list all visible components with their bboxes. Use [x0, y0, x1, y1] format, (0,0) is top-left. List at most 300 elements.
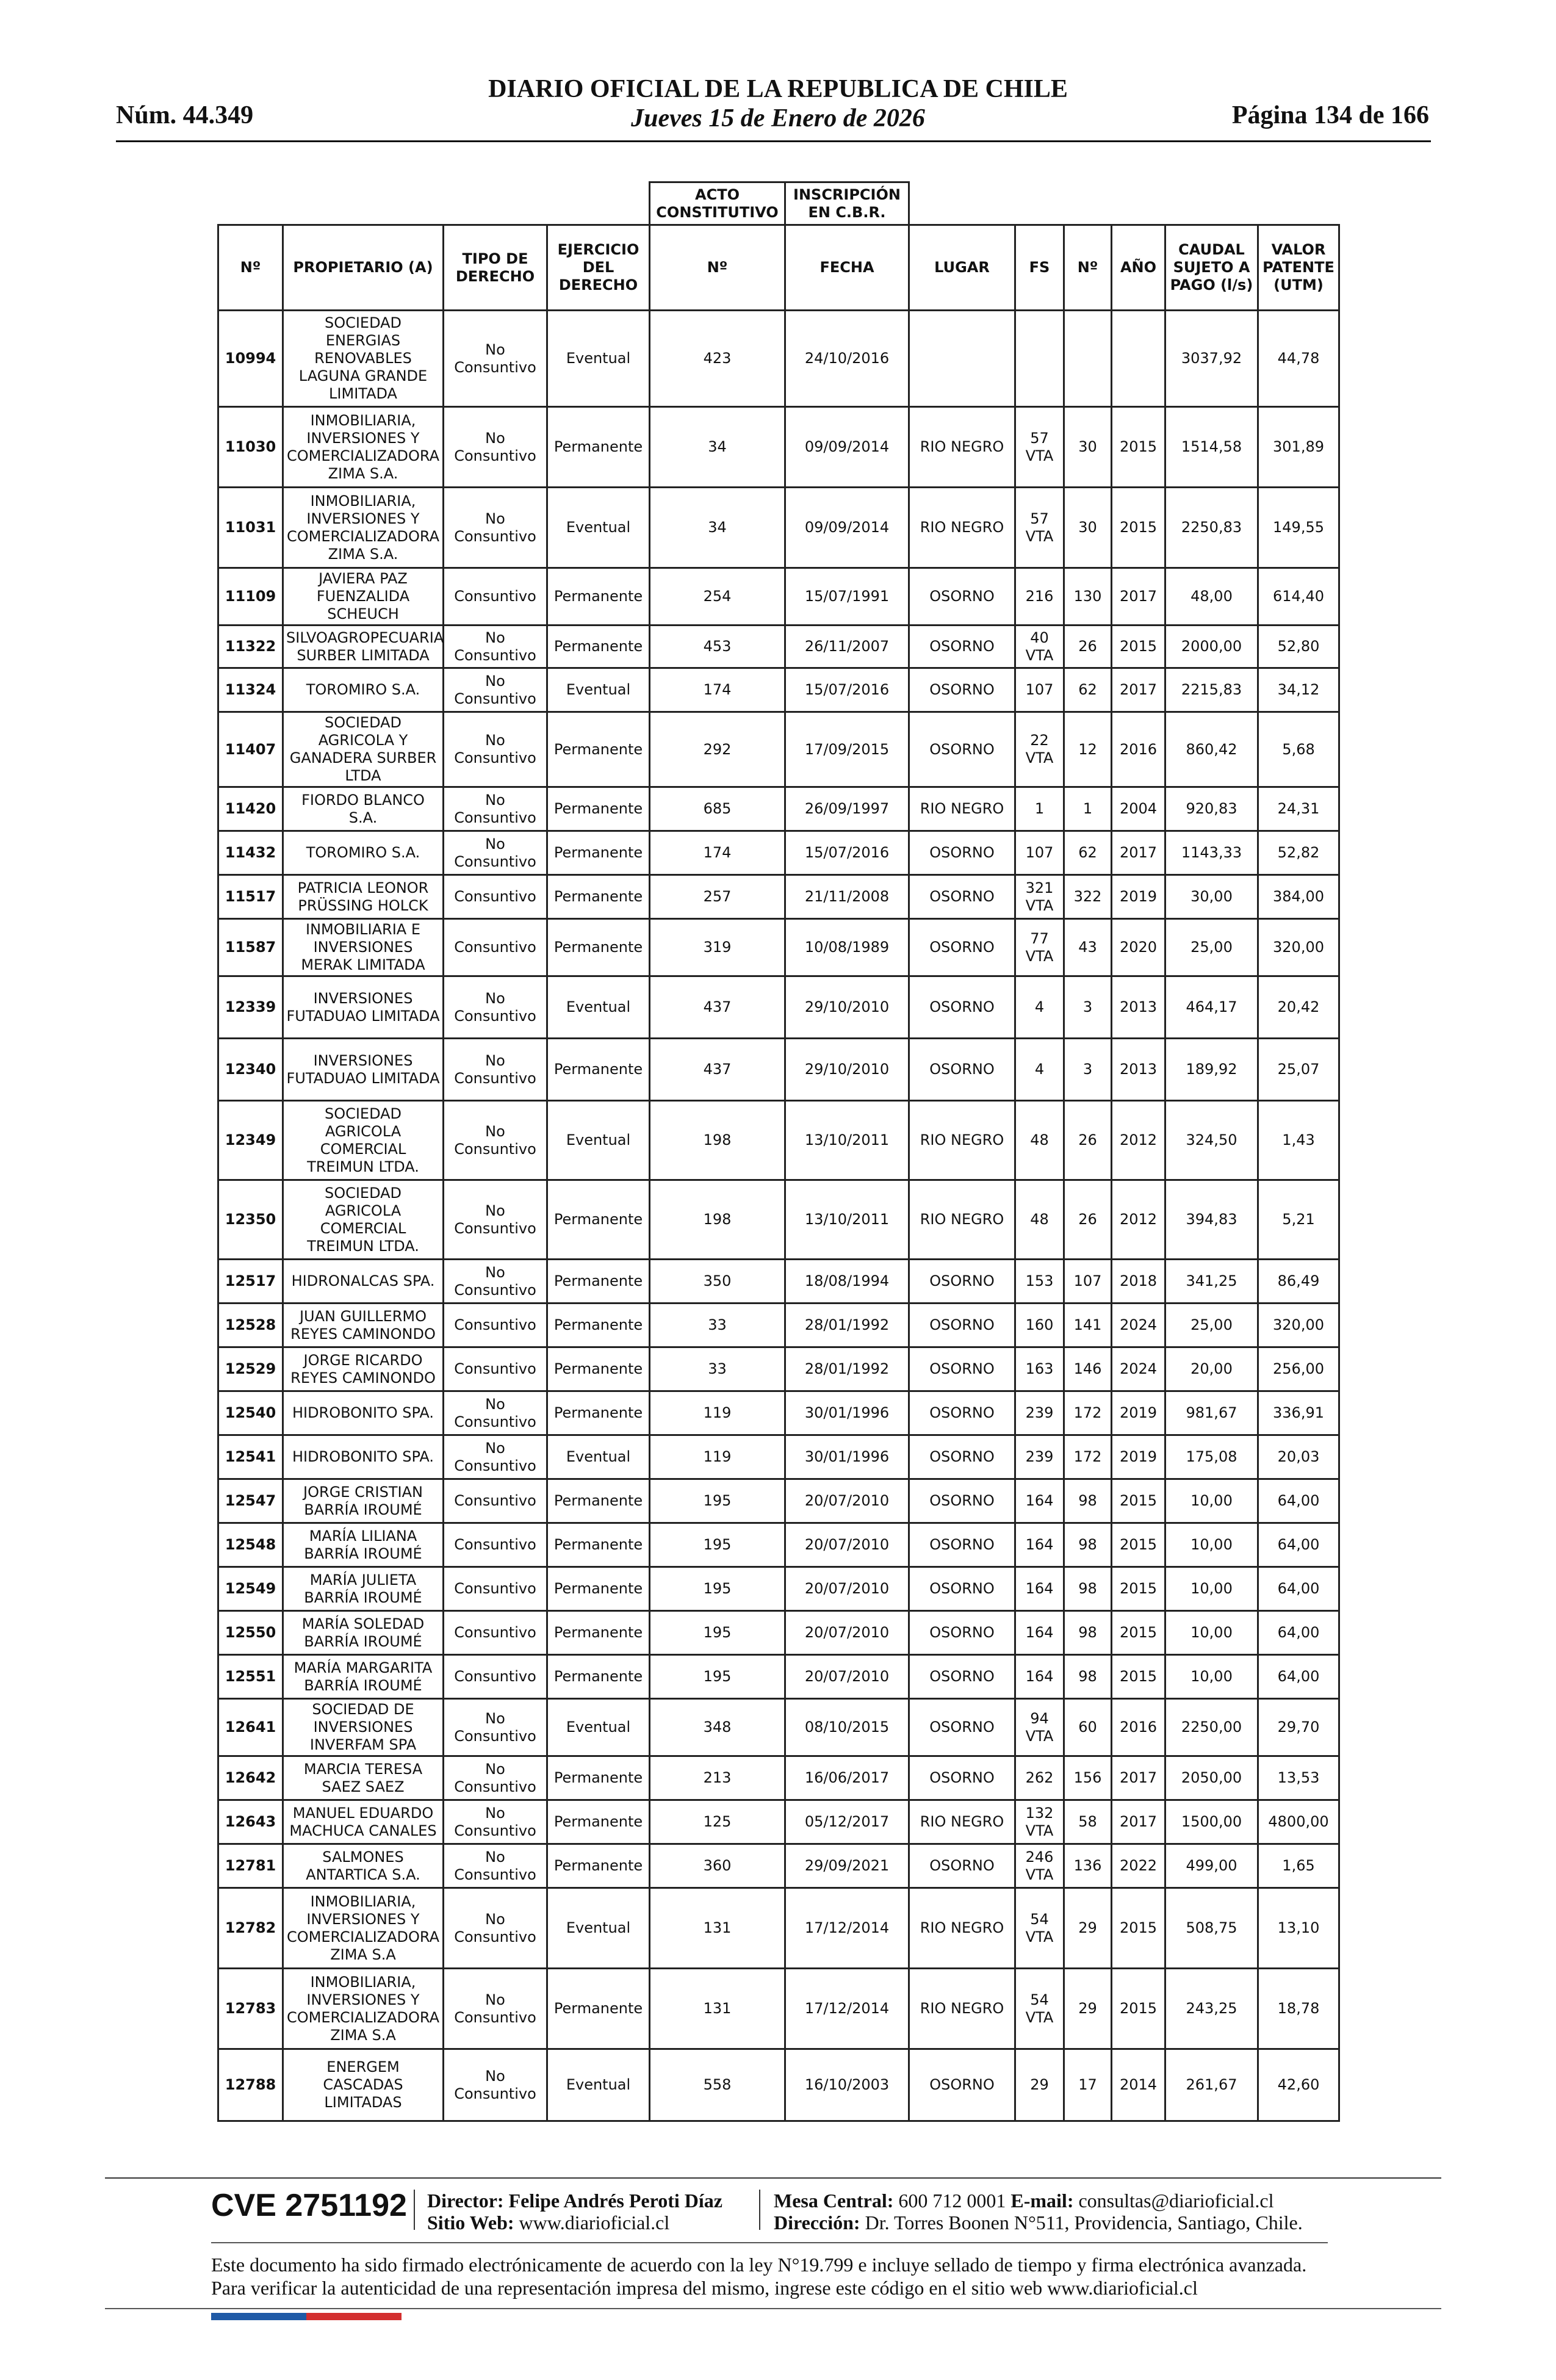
row-numero: 12547	[218, 1479, 283, 1523]
row-valor-patente: 614,40	[1258, 568, 1339, 626]
row-lugar: RIO NEGRO	[909, 1180, 1015, 1260]
row-propietario: MANUEL EDUARDO MACHUCA CANALES	[283, 1800, 444, 1844]
row-lugar: OSORNO	[909, 1391, 1015, 1435]
row-numero: 12517	[218, 1260, 283, 1304]
row-valor-patente: 44,78	[1258, 311, 1339, 407]
row-tipo-derecho: No Consuntivo	[444, 488, 547, 568]
water-rights-table	[217, 181, 1340, 2122]
row-tipo-derecho: Consuntivo	[444, 1655, 547, 1699]
row-acto-numero: 319	[650, 919, 785, 976]
row-tipo-derecho: No Consuntivo	[444, 1260, 547, 1304]
row-valor-patente: 13,10	[1258, 1888, 1339, 1969]
row-fecha: 20/07/2010	[785, 1611, 909, 1655]
row-propietario: TOROMIRO S.A.	[283, 668, 444, 712]
row-anio: 2015	[1112, 626, 1165, 668]
row-ejercicio: Permanente	[547, 1567, 650, 1611]
row-numero: 12528	[218, 1304, 283, 1347]
table-row	[218, 668, 1339, 712]
row-tipo-derecho: Consuntivo	[444, 1567, 547, 1611]
row-caudal: 30,00	[1165, 875, 1258, 919]
row-tipo-derecho: No Consuntivo	[444, 1800, 547, 1844]
row-anio: 2017	[1112, 1756, 1165, 1800]
row-inscripcion-numero: 29	[1064, 1888, 1112, 1969]
page-number: Página 134 de 166	[1231, 101, 1429, 129]
row-numero: 11030	[218, 407, 283, 488]
row-ejercicio: Permanente	[547, 568, 650, 626]
col-lugar: LUGAR	[909, 225, 1015, 311]
row-fecha: 28/01/1992	[785, 1304, 909, 1347]
row-caudal: 1143,33	[1165, 831, 1258, 875]
table-body	[218, 311, 1339, 2121]
email-link[interactable]: consultas@diarioficial.cl	[1078, 2190, 1274, 2212]
row-propietario: HIDRONALCAS SPA.	[283, 1260, 444, 1304]
row-caudal: 2250,00	[1165, 1699, 1258, 1756]
row-tipo-derecho: No Consuntivo	[444, 831, 547, 875]
row-valor-patente: 5,21	[1258, 1180, 1339, 1260]
row-fs: 40 VTA	[1015, 626, 1064, 668]
row-numero: 12641	[218, 1699, 283, 1756]
publication-date: Jueves 15 de Enero de 2026	[631, 104, 925, 132]
row-inscripcion-numero: 141	[1064, 1304, 1112, 1347]
row-ejercicio: Permanente	[547, 1260, 650, 1304]
row-numero: 12781	[218, 1844, 283, 1888]
row-inscripcion-numero: 26	[1064, 626, 1112, 668]
row-anio: 2017	[1112, 1800, 1165, 1844]
row-ejercicio: Permanente	[547, 875, 650, 919]
director-name: Felipe Andrés Peroti Díaz	[508, 2190, 722, 2212]
row-ejercicio: Permanente	[547, 831, 650, 875]
header-spacer	[909, 182, 1339, 225]
row-tipo-derecho: No Consuntivo	[444, 1969, 547, 2049]
row-caudal: 499,00	[1165, 1844, 1258, 1888]
row-anio: 2015	[1112, 488, 1165, 568]
col-anio: AÑO	[1112, 225, 1165, 311]
table-row	[218, 1523, 1339, 1567]
row-fecha: 20/07/2010	[785, 1523, 909, 1567]
row-numero: 12350	[218, 1180, 283, 1260]
mesa-label: Mesa Central:	[774, 2190, 894, 2212]
row-caudal: 394,83	[1165, 1180, 1258, 1260]
row-inscripcion-numero: 29	[1064, 1969, 1112, 2049]
row-numero: 12541	[218, 1435, 283, 1479]
row-valor-patente: 64,00	[1258, 1611, 1339, 1655]
row-lugar: OSORNO	[909, 626, 1015, 668]
table-row	[218, 831, 1339, 875]
row-ejercicio: Permanente	[547, 1479, 650, 1523]
mesa-phone: 600 712 0001	[898, 2190, 1006, 2212]
publication-title: DIARIO OFICIAL DE LA REPUBLICA DE CHILE	[488, 75, 1068, 103]
row-ejercicio: Permanente	[547, 1523, 650, 1567]
footer-separator	[759, 2190, 760, 2230]
row-caudal: 2215,83	[1165, 668, 1258, 712]
row-caudal: 20,00	[1165, 1347, 1258, 1391]
row-acto-numero: 33	[650, 1304, 785, 1347]
row-caudal: 508,75	[1165, 1888, 1258, 1969]
row-caudal: 1500,00	[1165, 1800, 1258, 1844]
row-acto-numero: 423	[650, 311, 785, 407]
row-fecha: 09/09/2014	[785, 488, 909, 568]
row-caudal: 25,00	[1165, 1304, 1258, 1347]
row-ejercicio: Eventual	[547, 311, 650, 407]
row-ejercicio: Permanente	[547, 1347, 650, 1391]
row-numero: 12782	[218, 1888, 283, 1969]
row-anio: 2015	[1112, 1523, 1165, 1567]
row-propietario: HIDROBONITO SPA.	[283, 1391, 444, 1435]
row-valor-patente: 5,68	[1258, 712, 1339, 787]
row-tipo-derecho: Consuntivo	[444, 568, 547, 626]
row-propietario: ENERGEM CASCADAS LIMITADAS	[283, 2049, 444, 2121]
row-inscripcion-numero: 107	[1064, 1260, 1112, 1304]
row-caudal: 10,00	[1165, 1479, 1258, 1523]
row-valor-patente: 24,31	[1258, 787, 1339, 831]
row-anio: 2017	[1112, 831, 1165, 875]
table-row	[218, 712, 1339, 787]
row-fecha: 13/10/2011	[785, 1180, 909, 1260]
cve-code: CVE 2751192	[211, 2188, 407, 2223]
row-numero: 12551	[218, 1655, 283, 1699]
row-tipo-derecho: Consuntivo	[444, 1611, 547, 1655]
row-tipo-derecho: No Consuntivo	[444, 1101, 547, 1180]
row-acto-numero: 174	[650, 831, 785, 875]
row-lugar: OSORNO	[909, 1655, 1015, 1699]
row-caudal: 2250,83	[1165, 488, 1258, 568]
row-tipo-derecho: Consuntivo	[444, 919, 547, 976]
row-fecha: 08/10/2015	[785, 1699, 909, 1756]
row-inscripcion-numero: 62	[1064, 668, 1112, 712]
row-fs: 22 VTA	[1015, 712, 1064, 787]
row-anio: 2016	[1112, 1699, 1165, 1756]
col-caudal: CAUDAL SUJETO A PAGO (l/s)	[1165, 225, 1258, 311]
group-inscripcion-cbr: INSCRIPCIÓN EN C.B.R.	[785, 182, 909, 225]
row-propietario: MARÍA SOLEDAD BARRÍA IROUMÉ	[283, 1611, 444, 1655]
row-propietario: JORGE CRISTIAN BARRÍA IROUMÉ	[283, 1479, 444, 1523]
row-lugar	[909, 311, 1015, 407]
row-fs: 239	[1015, 1435, 1064, 1479]
row-ejercicio: Eventual	[547, 976, 650, 1039]
row-fs: 153	[1015, 1260, 1064, 1304]
row-tipo-derecho: No Consuntivo	[444, 1435, 547, 1479]
row-anio: 2016	[1112, 712, 1165, 787]
row-acto-numero: 213	[650, 1756, 785, 1800]
row-anio: 2015	[1112, 407, 1165, 488]
row-acto-numero: 685	[650, 787, 785, 831]
row-inscripcion-numero: 98	[1064, 1611, 1112, 1655]
row-tipo-derecho: No Consuntivo	[444, 1844, 547, 1888]
row-valor-patente: 320,00	[1258, 1304, 1339, 1347]
direccion-value: Dr. Torres Boonen N°511, Providencia, Santiago, Chile.	[865, 2212, 1303, 2234]
row-inscripcion-numero: 98	[1064, 1567, 1112, 1611]
table-row	[218, 1888, 1339, 1969]
row-acto-numero: 437	[650, 976, 785, 1039]
table-row	[218, 1347, 1339, 1391]
row-lugar: OSORNO	[909, 831, 1015, 875]
row-inscripcion-numero: 60	[1064, 1699, 1112, 1756]
row-fecha: 20/07/2010	[785, 1479, 909, 1523]
col-valor-patente: VALOR PATENTE (UTM)	[1258, 225, 1339, 311]
row-fecha: 05/12/2017	[785, 1800, 909, 1844]
row-tipo-derecho: No Consuntivo	[444, 668, 547, 712]
row-ejercicio: Eventual	[547, 488, 650, 568]
row-fecha: 17/09/2015	[785, 712, 909, 787]
row-tipo-derecho: Consuntivo	[444, 875, 547, 919]
row-tipo-derecho: No Consuntivo	[444, 1039, 547, 1101]
row-inscripcion-numero: 322	[1064, 875, 1112, 919]
table-row	[218, 1969, 1339, 2049]
row-fs: 216	[1015, 568, 1064, 626]
row-caudal: 10,00	[1165, 1611, 1258, 1655]
row-fs: 164	[1015, 1567, 1064, 1611]
row-tipo-derecho: No Consuntivo	[444, 626, 547, 668]
row-caudal: 261,67	[1165, 2049, 1258, 2121]
row-fecha: 29/10/2010	[785, 1039, 909, 1101]
web-label: Sitio Web:	[427, 2212, 514, 2234]
row-anio: 2015	[1112, 1567, 1165, 1611]
row-propietario: SOCIEDAD AGRICOLA COMERCIAL TREIMUN LTDA.	[283, 1180, 444, 1260]
row-valor-patente: 149,55	[1258, 488, 1339, 568]
row-inscripcion-numero: 98	[1064, 1655, 1112, 1699]
row-caudal: 1514,58	[1165, 407, 1258, 488]
row-ejercicio: Permanente	[547, 1304, 650, 1347]
row-inscripcion-numero	[1064, 311, 1112, 407]
row-fecha: 15/07/1991	[785, 568, 909, 626]
row-numero: 11517	[218, 875, 283, 919]
row-propietario: JAVIERA PAZ FUENZALIDA SCHEUCH	[283, 568, 444, 626]
row-numero: 12349	[218, 1101, 283, 1180]
row-valor-patente: 29,70	[1258, 1699, 1339, 1756]
row-fs: 239	[1015, 1391, 1064, 1435]
row-fs: 321 VTA	[1015, 875, 1064, 919]
row-ejercicio: Eventual	[547, 1101, 650, 1180]
row-caudal: 3037,92	[1165, 311, 1258, 407]
row-caudal: 2000,00	[1165, 626, 1258, 668]
row-inscripcion-numero: 98	[1064, 1523, 1112, 1567]
table-row	[218, 2049, 1339, 2121]
row-numero: 11324	[218, 668, 283, 712]
row-acto-numero: 34	[650, 488, 785, 568]
header-row	[218, 225, 1339, 311]
row-propietario: MARÍA JULIETA BARRÍA IROUMÉ	[283, 1567, 444, 1611]
row-numero: 12340	[218, 1039, 283, 1101]
row-acto-numero: 131	[650, 1969, 785, 2049]
row-acto-numero: 195	[650, 1567, 785, 1611]
row-valor-patente: 256,00	[1258, 1347, 1339, 1391]
table-row	[218, 976, 1339, 1039]
row-ejercicio: Permanente	[547, 1611, 650, 1655]
row-anio: 2019	[1112, 1391, 1165, 1435]
row-propietario: JUAN GUILLERMO REYES CAMINONDO	[283, 1304, 444, 1347]
row-ejercicio: Permanente	[547, 1039, 650, 1101]
row-tipo-derecho: No Consuntivo	[444, 1180, 547, 1260]
col-fecha: FECHA	[785, 225, 909, 311]
row-fs: 4	[1015, 1039, 1064, 1101]
row-propietario: INVERSIONES FUTADUAO LIMITADA	[283, 1039, 444, 1101]
row-propietario: INMOBILIARIA, INVERSIONES Y COMERCIALIZADORA ZIMA S.A.	[283, 488, 444, 568]
row-valor-patente: 4800,00	[1258, 1800, 1339, 1844]
row-anio: 2017	[1112, 668, 1165, 712]
row-fs: 57 VTA	[1015, 488, 1064, 568]
row-lugar: OSORNO	[909, 875, 1015, 919]
row-lugar: OSORNO	[909, 976, 1015, 1039]
row-propietario: PATRICIA LEONOR PRÜSSING HOLCK	[283, 875, 444, 919]
row-numero: 10994	[218, 311, 283, 407]
table-row	[218, 1479, 1339, 1523]
row-numero: 11322	[218, 626, 283, 668]
row-fecha: 15/07/2016	[785, 831, 909, 875]
row-fs: 164	[1015, 1479, 1064, 1523]
row-acto-numero: 34	[650, 407, 785, 488]
flag-stripe	[211, 2313, 402, 2320]
row-numero: 11109	[218, 568, 283, 626]
row-acto-numero: 558	[650, 2049, 785, 2121]
row-inscripcion-numero: 1	[1064, 787, 1112, 831]
row-fs: 262	[1015, 1756, 1064, 1800]
footer-director-block	[427, 2190, 722, 2234]
row-lugar: RIO NEGRO	[909, 1800, 1015, 1844]
row-inscripcion-numero: 12	[1064, 712, 1112, 787]
row-fs: 164	[1015, 1611, 1064, 1655]
web-link[interactable]: www.diarioficial.cl	[519, 2212, 670, 2234]
group-acto-constitutivo: ACTO CONSTITUTIVO	[650, 182, 785, 225]
table-row	[218, 1180, 1339, 1260]
row-lugar: OSORNO	[909, 919, 1015, 976]
header-divider	[116, 140, 1431, 142]
row-lugar: OSORNO	[909, 668, 1015, 712]
row-ejercicio: Permanente	[547, 626, 650, 668]
row-tipo-derecho: Consuntivo	[444, 1523, 547, 1567]
row-fecha: 20/07/2010	[785, 1655, 909, 1699]
row-anio: 2014	[1112, 2049, 1165, 2121]
row-acto-numero: 453	[650, 626, 785, 668]
footer-separator	[414, 2190, 415, 2230]
row-caudal: 860,42	[1165, 712, 1258, 787]
row-acto-numero: 348	[650, 1699, 785, 1756]
row-numero: 12783	[218, 1969, 283, 2049]
row-caudal: 2050,00	[1165, 1756, 1258, 1800]
row-caudal: 189,92	[1165, 1039, 1258, 1101]
row-propietario: SOCIEDAD DE INVERSIONES INVERFAM SPA	[283, 1699, 444, 1756]
row-lugar: OSORNO	[909, 2049, 1015, 2121]
row-fs: 1	[1015, 787, 1064, 831]
row-anio: 2017	[1112, 568, 1165, 626]
row-fs: 57 VTA	[1015, 407, 1064, 488]
row-acto-numero: 125	[650, 1800, 785, 1844]
table-row	[218, 568, 1339, 626]
row-caudal: 464,17	[1165, 976, 1258, 1039]
table-row	[218, 1567, 1339, 1611]
row-tipo-derecho: No Consuntivo	[444, 1391, 547, 1435]
table-row	[218, 1611, 1339, 1655]
row-inscripcion-numero: 58	[1064, 1800, 1112, 1844]
row-inscripcion-numero: 43	[1064, 919, 1112, 976]
row-inscripcion-numero: 146	[1064, 1347, 1112, 1391]
row-inscripcion-numero: 17	[1064, 2049, 1112, 2121]
row-fs: 164	[1015, 1523, 1064, 1567]
col-inscripcion-numero: Nº	[1064, 225, 1112, 311]
row-numero: 12550	[218, 1611, 283, 1655]
row-anio: 2015	[1112, 1969, 1165, 2049]
direccion-label: Dirección:	[774, 2212, 860, 2234]
row-anio: 2019	[1112, 875, 1165, 919]
row-lugar: OSORNO	[909, 1611, 1015, 1655]
row-anio: 2015	[1112, 1479, 1165, 1523]
row-fecha: 26/11/2007	[785, 626, 909, 668]
row-fecha: 15/07/2016	[785, 668, 909, 712]
row-inscripcion-numero: 172	[1064, 1391, 1112, 1435]
row-numero: 12642	[218, 1756, 283, 1800]
row-lugar: OSORNO	[909, 568, 1015, 626]
header-group-row	[218, 182, 1339, 225]
row-acto-numero: 119	[650, 1391, 785, 1435]
row-valor-patente: 336,91	[1258, 1391, 1339, 1435]
row-propietario: JORGE RICARDO REYES CAMINONDO	[283, 1347, 444, 1391]
row-anio: 2022	[1112, 1844, 1165, 1888]
row-acto-numero: 195	[650, 1611, 785, 1655]
row-ejercicio: Permanente	[547, 1844, 650, 1888]
row-numero: 12643	[218, 1800, 283, 1844]
row-lugar: OSORNO	[909, 1435, 1015, 1479]
row-fecha: 26/09/1997	[785, 787, 909, 831]
row-acto-numero: 254	[650, 568, 785, 626]
table-row	[218, 1435, 1339, 1479]
row-acto-numero: 195	[650, 1523, 785, 1567]
row-tipo-derecho: No Consuntivo	[444, 1888, 547, 1969]
table-row	[218, 1260, 1339, 1304]
row-acto-numero: 257	[650, 875, 785, 919]
row-propietario: MARCIA TERESA SAEZ SAEZ	[283, 1756, 444, 1800]
row-tipo-derecho: No Consuntivo	[444, 311, 547, 407]
row-fecha: 28/01/1992	[785, 1347, 909, 1391]
row-numero: 11407	[218, 712, 283, 787]
row-anio: 2019	[1112, 1435, 1165, 1479]
row-ejercicio: Eventual	[547, 668, 650, 712]
row-numero: 12549	[218, 1567, 283, 1611]
row-tipo-derecho: No Consuntivo	[444, 976, 547, 1039]
row-numero: 12548	[218, 1523, 283, 1567]
row-caudal: 10,00	[1165, 1655, 1258, 1699]
row-numero: 12339	[218, 976, 283, 1039]
row-fs: 4	[1015, 976, 1064, 1039]
email-label: E-mail:	[1010, 2190, 1074, 2212]
row-ejercicio: Eventual	[547, 1699, 650, 1756]
table-row	[218, 488, 1339, 568]
row-ejercicio: Permanente	[547, 1800, 650, 1844]
row-fecha: 30/01/1996	[785, 1435, 909, 1479]
footer-divider	[211, 2242, 1328, 2243]
row-anio: 2015	[1112, 1655, 1165, 1699]
row-propietario: INMOBILIARIA, INVERSIONES Y COMERCIALIZADORA ZIMA S.A	[283, 1888, 444, 1969]
row-numero: 12529	[218, 1347, 283, 1391]
row-anio: 2015	[1112, 1888, 1165, 1969]
row-anio: 2020	[1112, 919, 1165, 976]
table-row	[218, 1304, 1339, 1347]
table-row	[218, 1844, 1339, 1888]
row-lugar: OSORNO	[909, 1479, 1015, 1523]
table-row	[218, 919, 1339, 976]
row-anio: 2018	[1112, 1260, 1165, 1304]
row-valor-patente: 86,49	[1258, 1260, 1339, 1304]
row-inscripcion-numero: 3	[1064, 1039, 1112, 1101]
table-row	[218, 407, 1339, 488]
signature-note: Este documento ha sido firmado electrónicamente de acuerdo con la ley N°19.799 e incluye sellado de tiempo y firma electrónica avanzada. Para verificar la autenticidad de una representación impresa del mismo, ingrese este código en el sitio web www.diarioficial.cl	[211, 2254, 1307, 2299]
table-row	[218, 1101, 1339, 1180]
row-acto-numero: 292	[650, 712, 785, 787]
row-valor-patente: 13,53	[1258, 1756, 1339, 1800]
row-fs: 132 VTA	[1015, 1800, 1064, 1844]
row-fs: 48	[1015, 1180, 1064, 1260]
row-fecha: 20/07/2010	[785, 1567, 909, 1611]
row-fs: 48	[1015, 1101, 1064, 1180]
issue-number: Núm. 44.349	[116, 101, 254, 129]
